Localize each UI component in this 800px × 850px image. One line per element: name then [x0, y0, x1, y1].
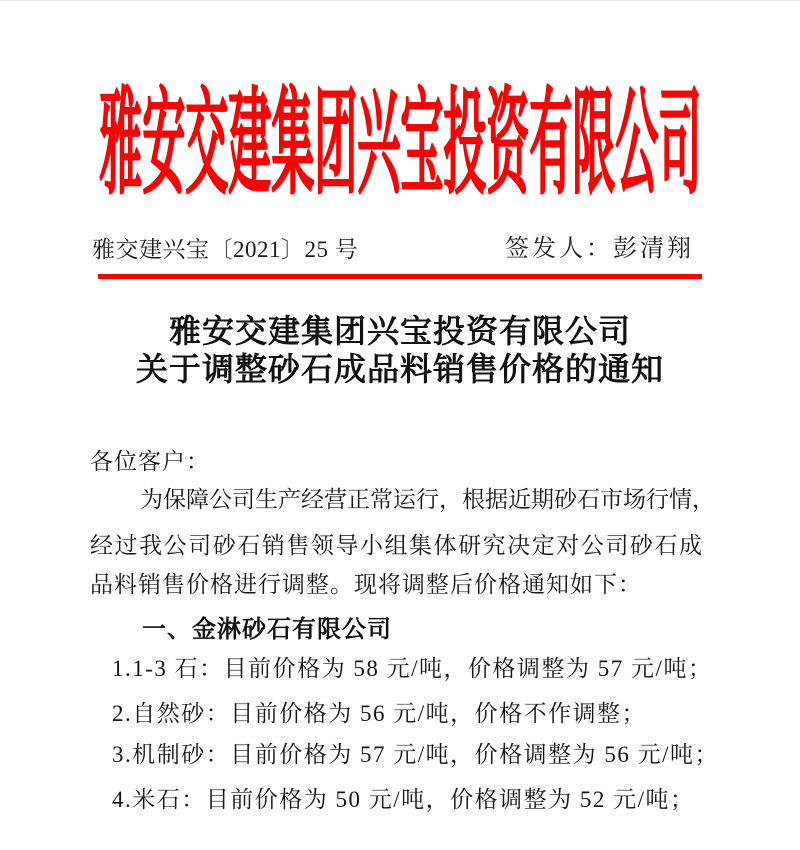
company-name-banner: 雅安交建集团兴宝投资有限公司 [99, 82, 701, 210]
document-title-line2: 关于调整砂石成品料销售价格的通知 [135, 351, 664, 387]
body-paragraph-line2: 经过我公司砂石销售领导小组集体研究决定对公司砂石成 [90, 533, 702, 558]
body-paragraph-line3: 品料销售价格进行调整。现将调整后价格通知如下： [90, 572, 642, 597]
salutation: 各位客户： [90, 449, 210, 474]
body-paragraph-line1: 为保障公司生产经营正常运行，根据近期砂石市场行情， [140, 487, 715, 512]
price-item-2: 2.自然砂：目前价格为 56 元/吨，价格不作调整； [112, 701, 647, 726]
price-item-4: 4.米石：目前价格为 50 元/吨，价格调整为 52 元/吨； [112, 787, 695, 812]
document-number: 雅交建兴宝〔2021〕25 号 [92, 237, 359, 262]
red-divider-line [98, 274, 702, 279]
issuer-name: 签发人：彭清翔 [505, 236, 694, 262]
red-letterhead [0, 77, 800, 210]
price-item-3: 3.机制砂：目前价格为 57 元/吨，价格调整为 56 元/吨； [112, 742, 720, 767]
price-item-1: 1.1-3 石：目前价格为 58 元/吨，价格调整为 57 元/吨； [112, 656, 713, 681]
document-title-line1: 雅安交建集团兴宝投资有限公司 [168, 313, 631, 349]
section-heading-company: 一、金淋砂石有限公司 [142, 616, 392, 643]
